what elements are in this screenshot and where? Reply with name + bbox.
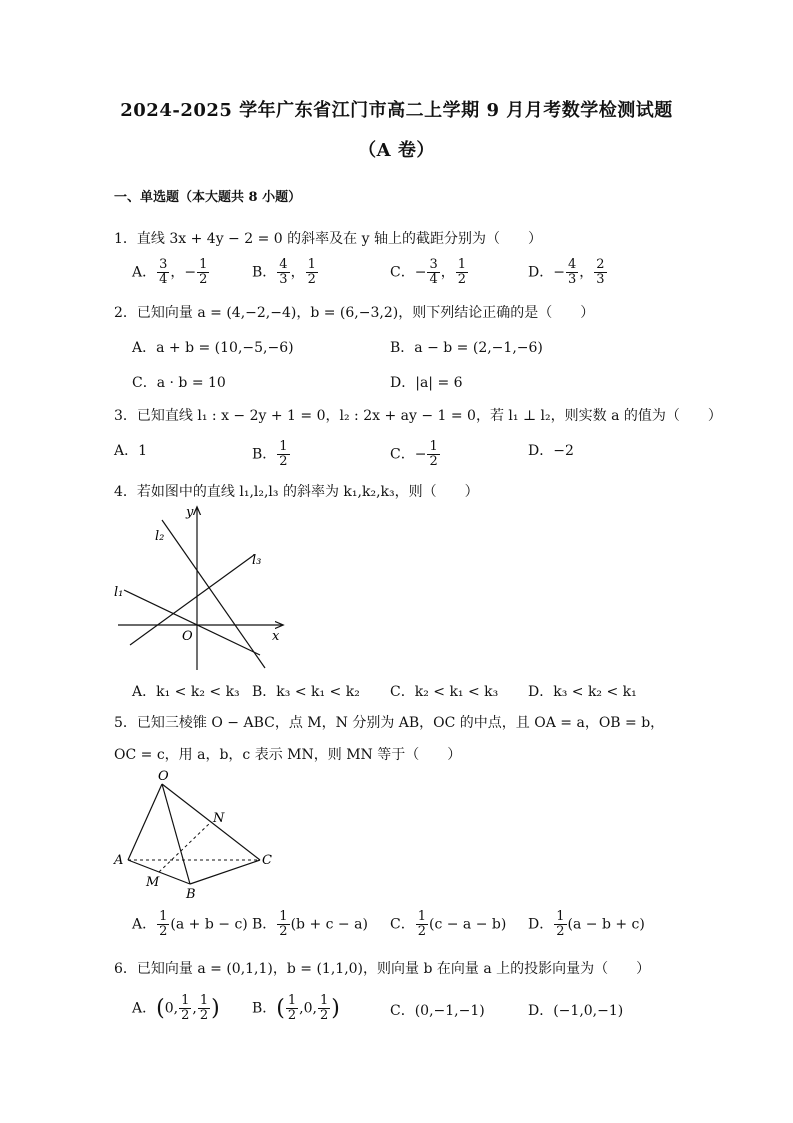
edge-ob — [162, 784, 190, 884]
question-5-option-a: A． $\frac{1}{2}$ (a + b − c) — [132, 909, 248, 939]
question-5-stem-line1: 5．已知三棱锥 O − ABC，点 M，N 分别为 AB，OC 的中点，且 OA = a，OB = b， — [114, 715, 665, 731]
question-3-stem: 3．已知直线 l₁ : x − 2y + 1 = 0，l₂ : 2x + ay − 1 = 0，若 l₁ ⊥ l₂，则实数 a 的值为（ ） — [114, 408, 722, 424]
point-m-label: M — [146, 875, 160, 890]
question-4-stem: 4．若如图中的直线 l₁,l₂,l₃ 的斜率为 k₁,k₂,k₃，则（ ） — [114, 484, 479, 500]
question-5-stem-line2: OC = c，用 a，b，c 表示 MN，则 MN 等于（ ） — [114, 747, 462, 763]
origin-label: O — [182, 629, 193, 644]
question-1-option-b: B． $\frac{4}{3}$ ， $\frac{1}{2}$ — [252, 257, 316, 287]
question-6-option-d: D．(−1,0,−1) — [528, 1003, 624, 1019]
line-l2 — [162, 520, 265, 668]
point-n-label: N — [213, 811, 225, 826]
edge-bc — [190, 860, 260, 884]
question-3-option-a: A．1 — [114, 443, 148, 459]
question-2-option-b: B．a − b = (2,−1,−6) — [390, 340, 543, 356]
edge-oa — [128, 784, 162, 860]
l1-label: l₁ — [114, 585, 124, 600]
l3-label: l₃ — [252, 553, 262, 568]
l2-label: l₂ — [155, 529, 165, 544]
x-axis-label: x — [272, 629, 280, 644]
question-5-option-b: B． $\frac{1}{2}$ (b + c − a) — [252, 909, 368, 939]
vertex-o-label: O — [158, 769, 169, 784]
question-5-option-c: C． $\frac{1}{2}$ (c − a − b) — [390, 909, 507, 939]
question-1-option-d: D．− $\frac{4}{3}$ ， $\frac{2}{3}$ — [528, 257, 605, 287]
vertex-b-label: B — [186, 887, 196, 902]
question-5-figure — [110, 764, 285, 904]
question-4-option-a: A．k₁ < k₂ < k₃ — [132, 684, 240, 700]
section-heading: 一、单选题（本大题共 8 小题） — [114, 190, 302, 205]
question-1-stem: 1．直线 3x + 4y − 2 = 0 的斜率及在 y 轴上的截距分别为（ ） — [114, 231, 542, 247]
question-6-stem: 6．已知向量 a = (0,1,1)，b = (1,1,0)，则向量 b 在向量 a 上的投影向量为（ ） — [114, 961, 651, 977]
question-5-option-d: D． $\frac{1}{2}$ (a − b + c) — [528, 909, 645, 939]
document-subtitle: （A 卷） — [358, 140, 435, 161]
question-1-option-c: C．− $\frac{3}{4}$ ， $\frac{1}{2}$ — [390, 257, 467, 287]
question-3-option-b: B． $\frac{1}{2}$ — [252, 439, 288, 469]
question-3-option-c: C．− $\frac{1}{2}$ — [390, 439, 438, 469]
question-2-stem: 2．已知向量 a = (4,−2,−4)，b = (6,−3,2)，则下列结论正确的是（ ） — [114, 305, 595, 321]
y-axis-label: y — [186, 505, 194, 520]
question-3-option-d: D．−2 — [528, 443, 574, 459]
question-1-option-a: A． $\frac{3}{4}$ ，− $\frac{1}{2}$ — [132, 257, 208, 287]
question-6-option-a: A．(0, $\frac{1}{2}$ , $\frac{1}{2}$ ) — [132, 993, 220, 1023]
question-6-option-b: B．( $\frac{1}{2}$ ,0, $\frac{1}{2}$ ) — [252, 993, 340, 1023]
question-4-option-b: B．k₃ < k₁ < k₂ — [252, 684, 360, 700]
question-6-option-c: C．(0,−1,−1) — [390, 1003, 485, 1019]
question-4-figure — [110, 500, 300, 675]
question-4-option-c: C．k₂ < k₁ < k₃ — [390, 684, 499, 700]
question-2-option-d: D．|a| = 6 — [390, 375, 463, 391]
question-4-option-d: D．k₃ < k₂ < k₁ — [528, 684, 637, 700]
question-2-option-a: A．a + b = (10,−5,−6) — [132, 340, 294, 356]
document-title: 2024-2025 学年广东省江门市高二上学期 9 月月考数学检测试题 — [120, 100, 673, 121]
question-2-option-c: C．a · b = 10 — [132, 375, 226, 391]
vertex-a-label: A — [114, 853, 124, 868]
vertex-c-label: C — [262, 853, 272, 868]
